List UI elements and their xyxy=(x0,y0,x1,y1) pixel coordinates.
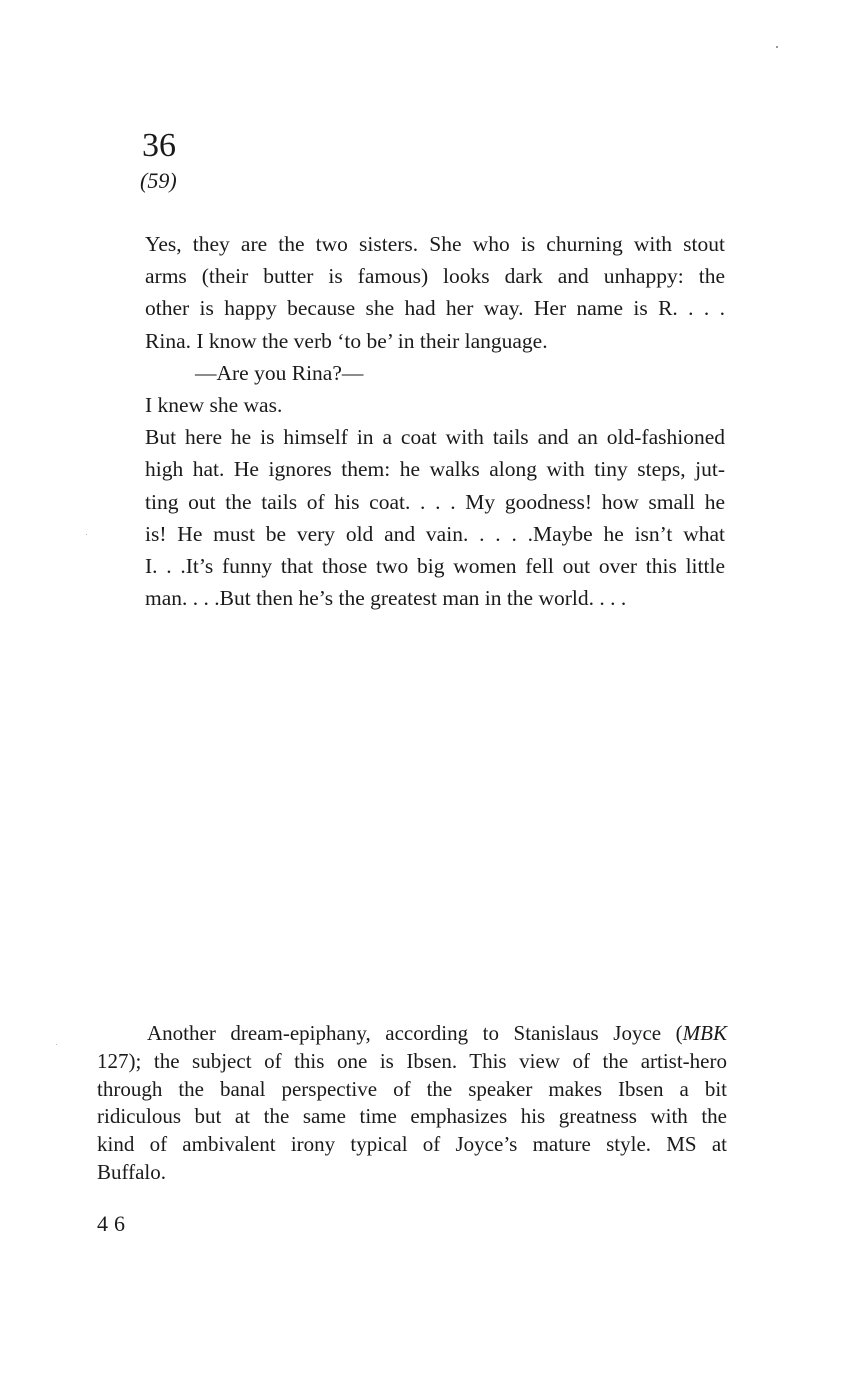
note-citation: MBK xyxy=(682,1021,727,1045)
epiphany-line: ting out the tails of his coat. . . . My goodness! how small he xyxy=(145,489,725,514)
epiphany-line: is! He must be very old and vain. . . . .Maybe he isn’t what xyxy=(145,521,725,546)
epiphany-line: other is happy because she had her way. Her name is R. . . . xyxy=(145,296,725,321)
epiphany-line: But here he is himself in a coat with tails and an old-fashioned xyxy=(145,425,725,450)
epiphany-line: man. . . .But then he’s the greatest man in the world. . . . xyxy=(145,586,627,611)
note-line: 127); the subject of this one is Ibsen. This view of the artist-hero xyxy=(97,1048,727,1073)
note-text: Another dream-epiphany, according to Stanislaus Joyce ( xyxy=(147,1021,683,1045)
scan-speck xyxy=(86,534,87,535)
epiphany-line: Yes, they are the two sisters. She who is churning with stout xyxy=(145,232,725,256)
epiphany-line: arms (their butter is famous) looks dark and unhappy: the xyxy=(145,264,725,289)
page-number: 46 xyxy=(97,1211,131,1236)
epiphany-line: I. . .It’s funny that those two big women fell out over this little xyxy=(145,554,725,579)
editorial-note xyxy=(97,1020,727,1187)
note-line: kind of ambivalent irony typical of Joyce’s mature style. MS at xyxy=(97,1132,727,1157)
note-line xyxy=(97,1020,727,1048)
epiphany-number: 36 xyxy=(142,127,176,164)
epiphany-line: I knew she was. xyxy=(145,393,283,418)
note-line: through the banal perspective of the speaker makes Ibsen a bit xyxy=(97,1076,727,1101)
scan-speck xyxy=(56,1044,57,1045)
epiphany-line: high hat. He ignores them: he walks along with tiny steps, jut- xyxy=(145,457,725,482)
note-line: Buffalo. xyxy=(97,1159,167,1184)
epiphany-text xyxy=(145,228,725,614)
epiphany-dialogue-line: —Are you Rina?— xyxy=(195,360,364,385)
note-line: ridiculous but at the same time emphasizes his greatness with the xyxy=(97,1104,727,1129)
original-number: (59) xyxy=(140,168,177,193)
scan-speck xyxy=(776,46,778,48)
epiphany-line: Rina. I know the verb ‘to be’ in their language. xyxy=(145,328,548,353)
